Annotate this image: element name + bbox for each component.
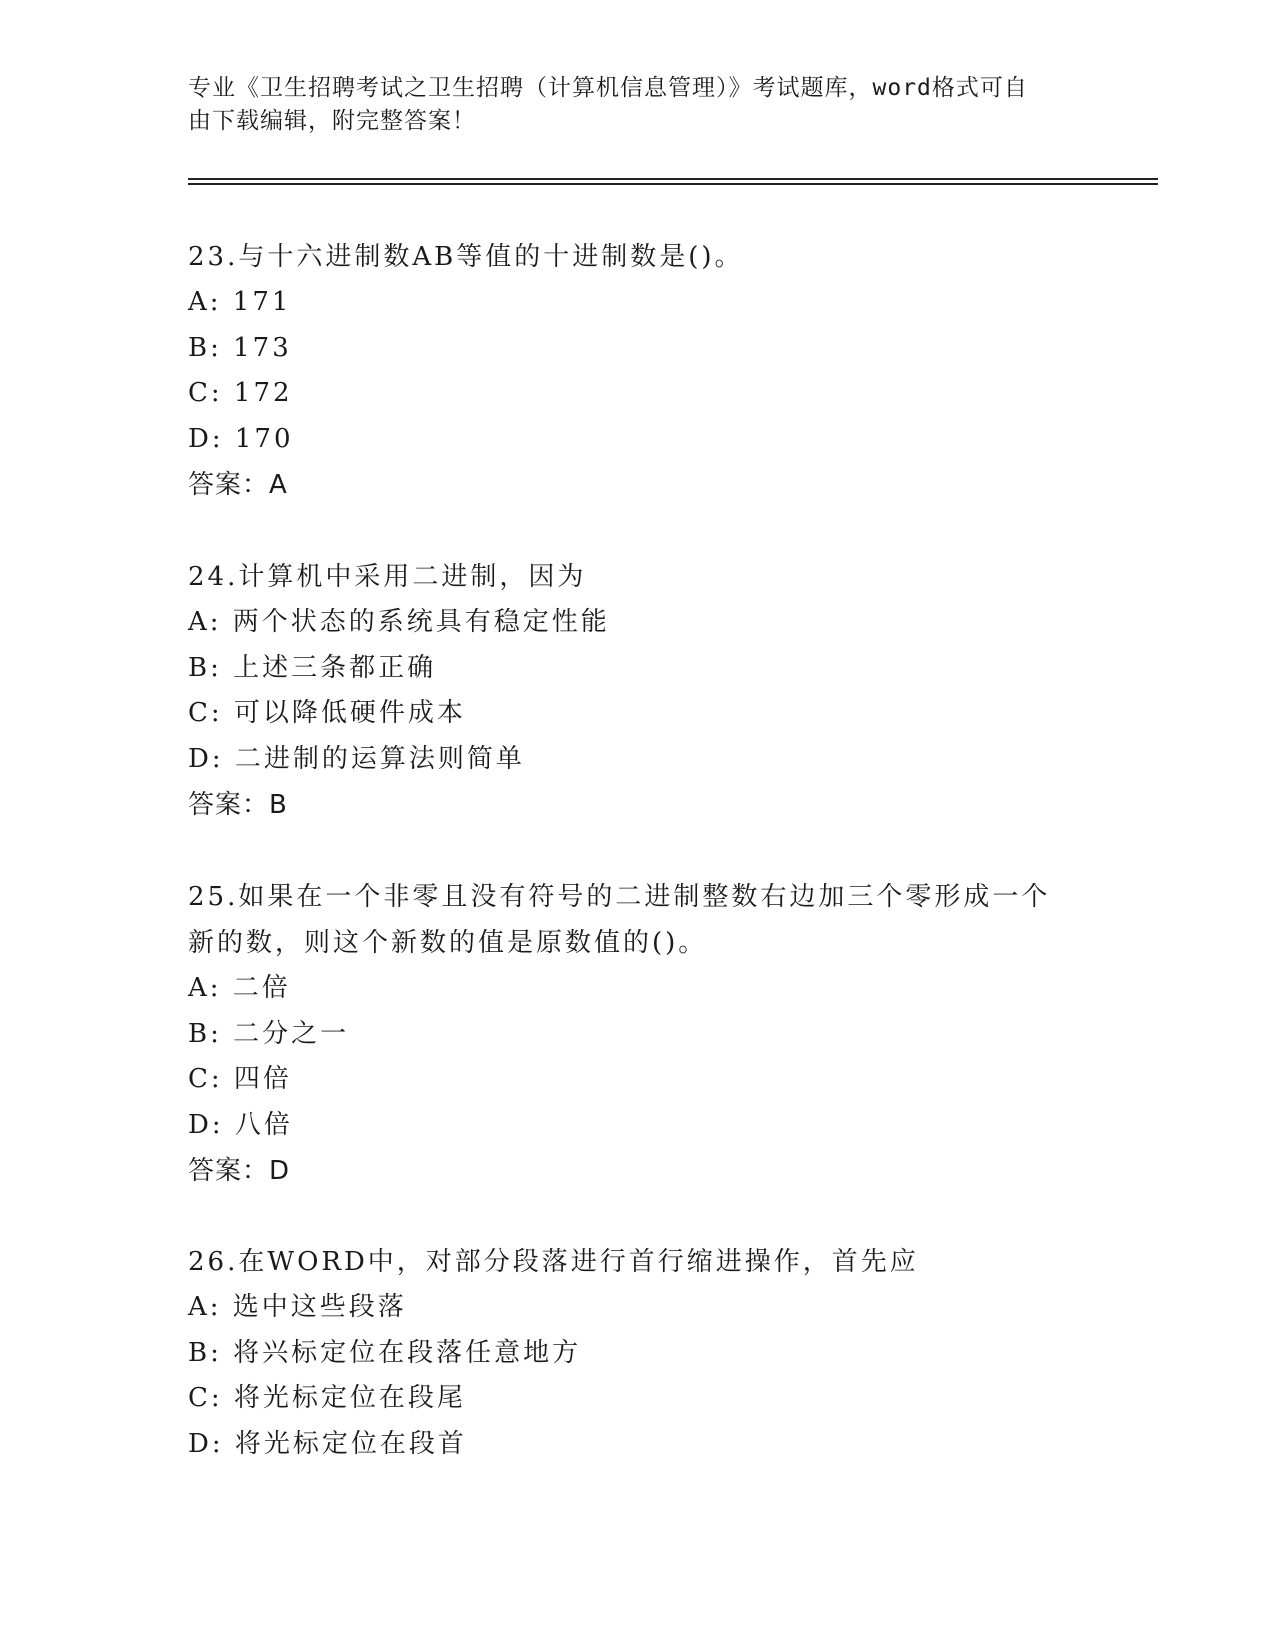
answer: 答案：A [188,470,288,500]
option-a: A: 选中这些段落 [188,1292,407,1322]
option-d: D: 170 [188,423,294,454]
option-a: A: 两个状态的系统具有稳定性能 [188,607,610,637]
option-d: D: 将光标定位在段首 [188,1428,467,1459]
option-c: C: 可以降低硬件成本 [188,698,466,728]
answer: 答案：B [188,790,288,820]
option-d: D: 八倍 [188,1109,293,1140]
option-c: C: 将光标定位在段尾 [188,1383,466,1413]
option-b: B: 将兴标定位在段落任意地方 [188,1337,582,1368]
answer: 答案：D [188,1156,291,1186]
header-line-2: 由下载编辑，附完整答案！ [188,108,476,134]
header-divider-top [188,178,1158,180]
question-24 [188,554,1088,828]
question-stem: 24.计算机中采用二进制，因为 [188,562,587,592]
option-d: D: 二进制的运算法则简单 [188,743,525,774]
option-b: B: 二分之一 [188,1018,350,1049]
option-a: A: 171 [188,287,292,317]
question-stem: 23.与十六进制数AB等值的十进制数是()。 [188,242,744,272]
header-line-1: 专业《卫生招聘考试之卫生招聘（计算机信息管理）》考试题库，word格式可自 [188,75,1028,101]
header-divider-bottom [188,183,1158,185]
option-c: C: 四倍 [188,1064,292,1094]
question-stem: 26.在WORD中，对部分段落进行首行缩进操作，首先应 [188,1247,919,1277]
document-header [188,72,1068,138]
option-b: B: 173 [188,332,292,363]
option-a: A: 二倍 [188,973,291,1003]
option-c: C: 172 [188,378,293,408]
option-b: B: 上述三条都正确 [188,652,437,683]
question-25 [188,874,1088,1194]
question-23 [188,234,1088,508]
question-stem: 25.如果在一个非零且没有符号的二进制整数右边加三个零形成一个新的数，则这个新数的值是原数值的()。 [188,882,1051,958]
question-26 [188,1239,1088,1467]
